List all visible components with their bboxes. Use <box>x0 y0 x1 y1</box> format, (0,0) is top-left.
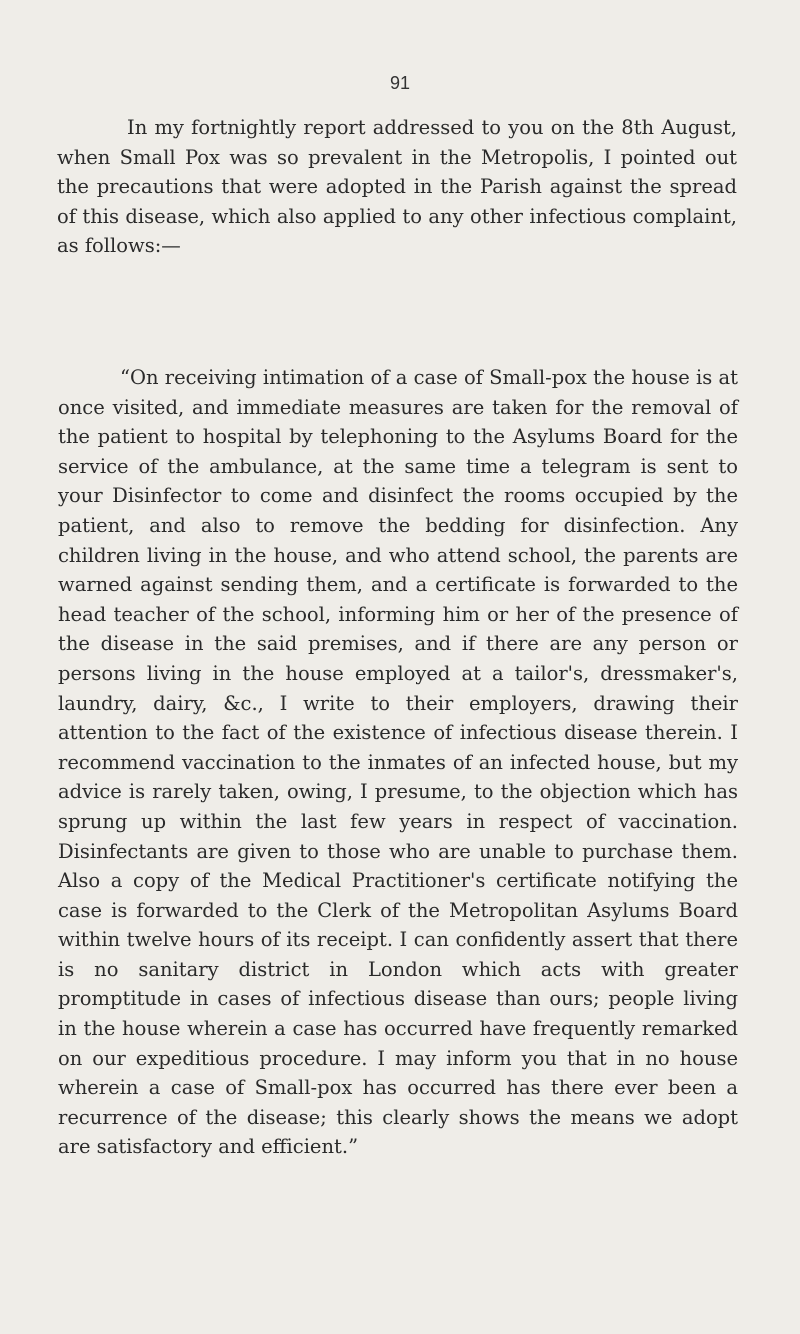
quoted-paragraph: “On receiving intimation of a case of Small-pox the house is at once visited, and immediate measures are taken for the removal of the patient to hospital by telephoning to the Asylums Board for the service of the ambulance, at the same time a telegram is sent to your Disinfector to come and disinfect the rooms occupied by the patient, and also to remove the bedding for disinfection. Any children living in the house, and who attend school, the parents are warned against sending them, and a certificate is forwarded to the head teacher of the school, informing him or her of the presence of the disease in the said premises, and if there are any person or persons living in the house employed at a tailor's, dressmaker's, laundry, dairy, &c., I write to their employers, drawing their attention to the fact of the existence of infectious disease therein. I recommend vaccination to the inmates of an infected house, but my advice is rarely taken, owing, I presume, to the objection which has sprung up within the last few years in respect of vaccination. Disinfectants are given to those who are unable to purchase them. Also a copy of the Medical Practitioner's certificate notifying the case is forwarded to the Clerk of the Metropolitan Asylums Board within twelve hours of its receipt. I can confidently assert that there is no sanitary district in London which acts with greater promptitude in cases of infectious disease than ours; people living in the house wherein a case has occurred have frequently remarked on our expeditious procedure. I may inform you that in no house wherein a case of Small-pox has occurred has there ever been a recurrence of the disease; this clearly shows the means we adopt are satisfactory and efficient.” <box>58 366 738 1159</box>
intro-paragraph-block <box>57 113 737 261</box>
intro-paragraph: In my fortnightly report addressed to you on the 8th August, when Small Pox was so prevalent in the Metropolis, I pointed out the precautions that were adopted in the Parish against the spread of this disease, which also applied to any other infectious complaint, as follows:— <box>57 116 737 258</box>
page-number: 91 <box>389 73 411 93</box>
quoted-paragraph-block <box>58 363 738 1162</box>
